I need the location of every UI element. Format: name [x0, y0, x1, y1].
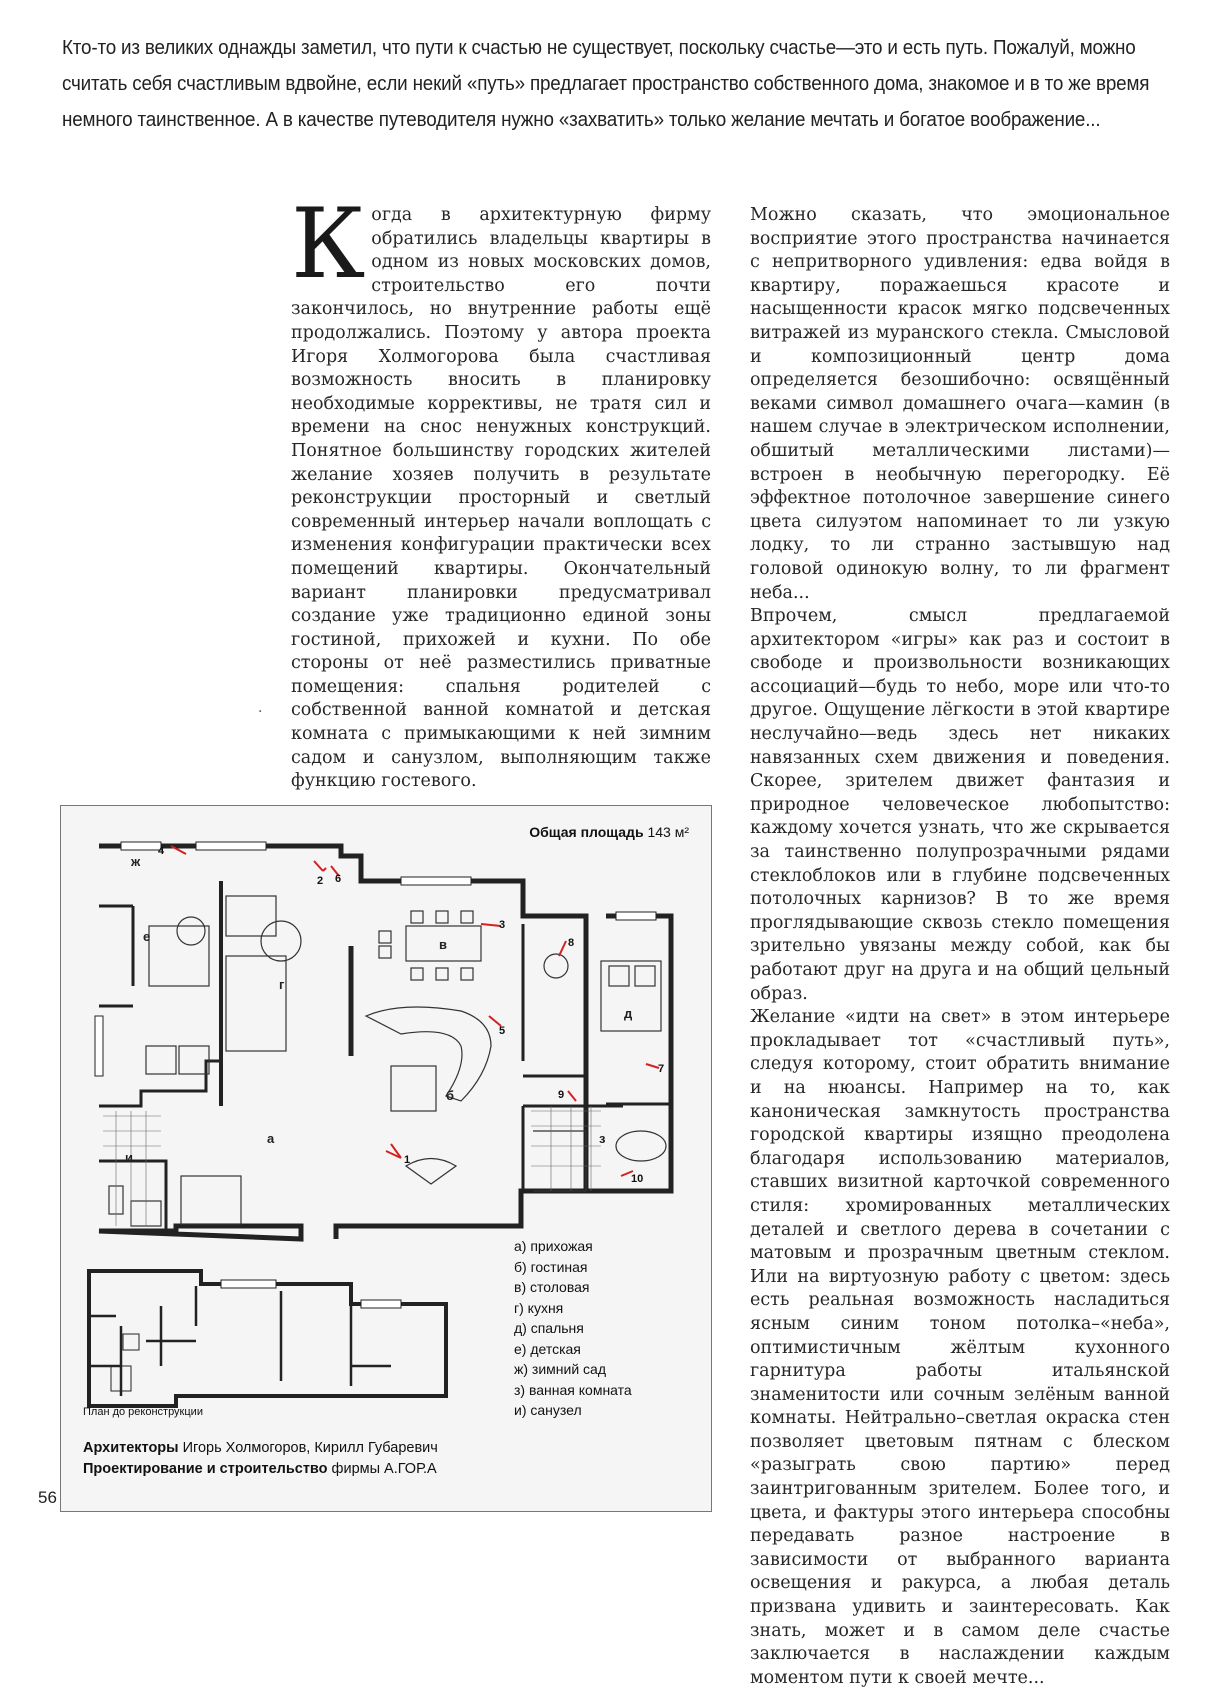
- article-column-1: [291, 188, 711, 794]
- legend-item: и) санузел: [514, 1402, 582, 1418]
- view-marker: 7: [658, 1063, 665, 1075]
- design-value: фирмы А.ГОР.А: [331, 1461, 437, 1477]
- legend-item: е) детская: [514, 1340, 581, 1357]
- view-marker: 6: [335, 873, 342, 885]
- design-label: Проектирование и строительство: [83, 1461, 328, 1477]
- legend-item: з) ванная комната: [514, 1381, 632, 1398]
- room-letter: з: [599, 1131, 606, 1146]
- view-marker: 1: [404, 1154, 411, 1166]
- article-column-2: [750, 204, 1170, 1690]
- view-marker: 9: [558, 1089, 565, 1101]
- article-paragraph: Желание «идти на свет» в этом интерьере прокладывает тот «счастливый путь», следуя которому, стоит обратить внимание и на нюансы. Например на то, как каноническая замкнутость пространства городской квартиры изящно преодолена благодаря использованию материалов, ставших визитной карточкой современного стиля: хромированных металлических деталей и светлого дерева в сочетании с матовым и прозрачным цветным стеклом. Или на виртуозную работу с цветом: здесь есть реальная возможность насладиться ясным синим тоном потолка–«неба», оптимистичным жёлтым кухонного гарнитура работы итальянской знаменитости или сочным зелёным ванной комнаты. Нейтрально–светлая окраска стен позволяет цветовым пятнам с блеском «разыграть свою партию» перед заинтригованным зрителем. Более того, и цвета, и фактуры этого интерьера способны передавать разное настроение в зависимости от выбранного варианта освещения и ракурса, а любая деталь призвана удивить и заинтересовать. Как знать, может и в самом деле счастье заключается в наслаждении каждым моментом пути к своей мечте...: [750, 1007, 1170, 1688]
- room-letter: е: [143, 929, 151, 944]
- architects-line: [83, 1438, 438, 1459]
- legend-item: б) гостиная: [514, 1258, 588, 1275]
- view-marker: 3: [499, 919, 506, 931]
- architects-value: Игорь Холмогоров, Кирилл Губаревич: [182, 1440, 438, 1456]
- credits: [83, 1438, 438, 1480]
- article-text: огда в архитектурную фирму обратились владельцы квартиры в одном из новых московских домов, строительство его почти закончилось, но внутренние работы ещё продолжались. Поэтому у автора проекта Игоря Холмогорова была счастливая возможность вносить в планировку необходимые коррективы, не тратя сил и времени на снос ненужных конструкций. Понятное большинству городских жителей желание хозяев получить в результате реконструкции просторный и светлый современный интерьер начали воплощать с изменения конфигурации практически всех помещений квартиры. Окончательный вариант планировки предусматривал создание уже традиционно единой зоны гостиной, прихожей и кухни. По обе стороны от неё разместились приватные помещения: спальня родителей с собственной ванной комнатой и детская комната с примыкающими к ней зимним садом и санузлом, выполняющим также функцию гостевого.: [291, 205, 711, 792]
- legend-item: г) кухня: [514, 1299, 564, 1316]
- view-marker: 8: [568, 937, 575, 949]
- room-letter: д: [624, 1006, 633, 1021]
- page-number: 56: [38, 1488, 57, 1507]
- area-label-text: Общая площадь: [529, 824, 644, 840]
- legend-item: в) столовая: [514, 1279, 590, 1295]
- lead-paragraph: Кто-то из великих однажды заметил, что пути к счастью не существует, поскольку счастье—это и есть путь. Пожалуй, можно считать себя счастливым вдвойне, если некий «путь» предлагает пространство собственного дома, знакомое и в то же время немного таинственное. А в качестве путеводителя нужно «захватить» только желание мечтать и богатое воображение...: [62, 36, 1150, 131]
- outer-walls: [99, 846, 671, 1239]
- article-paragraph: Можно сказать, что эмоциональное восприятие этого пространства начинается с непритворного удивления: едва войдя в квартиру, поражаешься красоте и насыщенности красок мягко подсвеченных витражей из муранского стекла. Смысловой и композиционный центр дома определяется безошибочно: освящённый веками символ домашнего очага—камин (в нашем случае в электрическом исполнении, обшитый металлическими листами)—встроен в необычную перегородку. Её эффектное потолочное завершение синего цвета силуэтом напоминает то ли узкую лодку, то ли странно застывшую над головой одинокую волну, то ли фрагмент неба...: [750, 205, 1170, 603]
- view-marker: 5: [499, 1025, 506, 1037]
- legend-item: а) прихожая: [514, 1238, 593, 1254]
- floor-plan-figure: [60, 805, 712, 1512]
- windows: [95, 842, 656, 1076]
- room-letter: а: [267, 1131, 275, 1146]
- room-letter: ж: [131, 854, 141, 869]
- design-line: [83, 1459, 438, 1480]
- architects-label: Архитекторы: [83, 1440, 179, 1456]
- room-letter: в: [439, 937, 447, 952]
- before-plan-details: [111, 1280, 401, 1391]
- view-marker: 2: [317, 875, 324, 887]
- room-letter: г: [279, 977, 285, 992]
- furniture: [109, 896, 666, 1226]
- room-letter: б: [446, 1088, 455, 1103]
- drop-cap: К: [291, 188, 366, 300]
- before-plan: [89, 1271, 446, 1406]
- legend-item: ж) зимний сад: [514, 1361, 606, 1377]
- article-paragraph: [291, 188, 711, 794]
- stray-dot: ·: [258, 704, 263, 720]
- room-letters: [125, 854, 633, 1165]
- tile-pattern: [103, 1106, 601, 1226]
- legend-item: д) спальня: [514, 1320, 584, 1336]
- view-marker: 10: [631, 1173, 644, 1185]
- article-paragraph: Впрочем, смысл предлагаемой архитектором «игры» как раз и состоит в свободе и произвольности возникающих ассоциаций—будь то небо, море или что-то другое. Ощущение лёгкости в этой квартире неслучайно—ведь здесь нет никаких навязанных схем движения и поведения. Скорее, зрителем движет фантазия и природное человеческое любопытство: каждому хочется узнать, что же скрывается за таинственно полупрозрачными рядами стеклоблоков или в глубине подсвеченных потолочных карнизов? В то же время проглядывающие сквозь стекло помещения зрительно увязаны между собой, как бы работают друг на друга и на общий цельный образ.: [750, 606, 1170, 1004]
- room-letter: и: [125, 1150, 133, 1165]
- area-value: 143 м²: [647, 824, 689, 840]
- before-plan-caption: План до реконструкции: [83, 1406, 203, 1418]
- view-marker: 4: [158, 845, 165, 857]
- room-legend: [514, 1236, 632, 1421]
